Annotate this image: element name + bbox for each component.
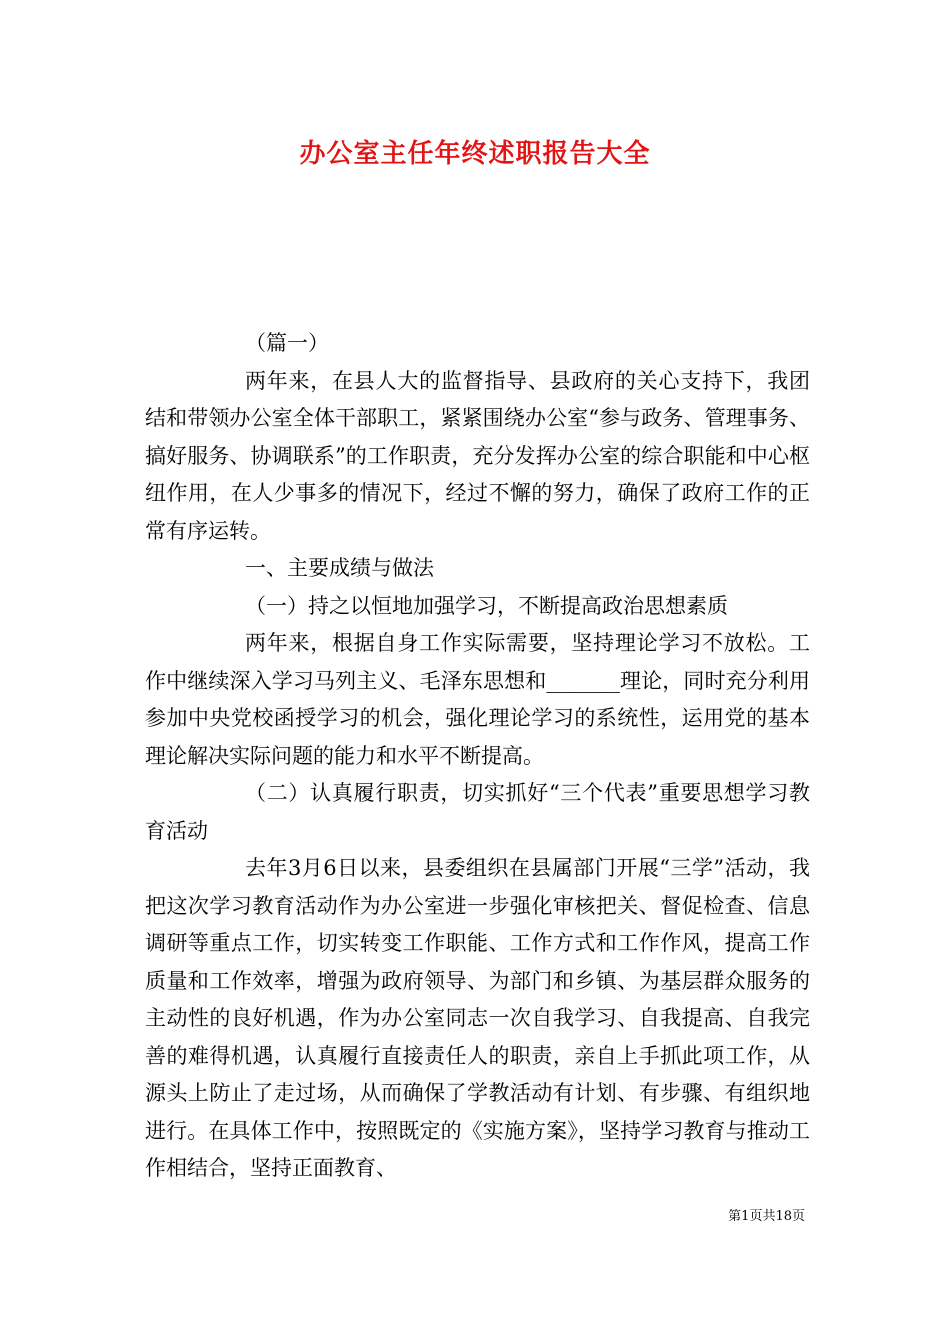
page-number: 第1页共18页 [728,1209,805,1224]
paragraph-section-label: （篇一） [245,331,329,355]
section-heading: 一、主要成绩与做法 [245,556,434,580]
paragraph: 两年来，根据自身工作实际需要，坚持理论学习不放松。工作中继续深入学习马列主义、毛泽东思想和_______理论，同时充分利用参加中央党校函授学习的机会，强化理论学习的系统性，运用党的基本理论解决实际问题的能力和水平不断提高。 [145,631,810,768]
subsection-heading: （二）认真履行职责，切实抓好“三个代表”重要思想学习教育活动 [145,781,810,843]
subsection-heading: （一）持之以恒地加强学习，不断提高政治思想素质 [245,593,728,618]
document-title: 办公室主任年终述职报告大全 [299,139,651,169]
paragraph: 两年来，在县人大的监督指导、县政府的关心支持下，我团结和带领办公室全体干部职工，紧紧围绕办公室“参与政务、管理事务、搞好服务、协调联系”的工作职责，充分发挥办公室的综合职能和中心枢纽作用，在人少事多的情况下，经过不懈的努力，确保了政府工作的正常有序运转。 [145,368,810,543]
document-body [145,325,810,1188]
paragraph: 去年3月6日以来，县委组织在县属部门开展“三学”活动，我把这次学习教育活动作为办公室进一步强化审核把关、督促检查、信息调研等重点工作，切实转变工作职能、工作方式和工作作风，提高工作质量和工作效率，增强为政府领导、为部门和乡镇、为基层群众服务的主动性的良好机遇，作为办公室同志一次自我学习、自我提高、自我完善的难得机遇，认真履行直接责任人的职责，亲自上手抓此项工作，从源头上防止了走过场，从而确保了学教活动有计划、有步骤、有组织地进行。在具体工作中，按照既定的《实施方案》，坚持学习教育与推动工作相结合，坚持正面教育、 [145,856,810,1180]
